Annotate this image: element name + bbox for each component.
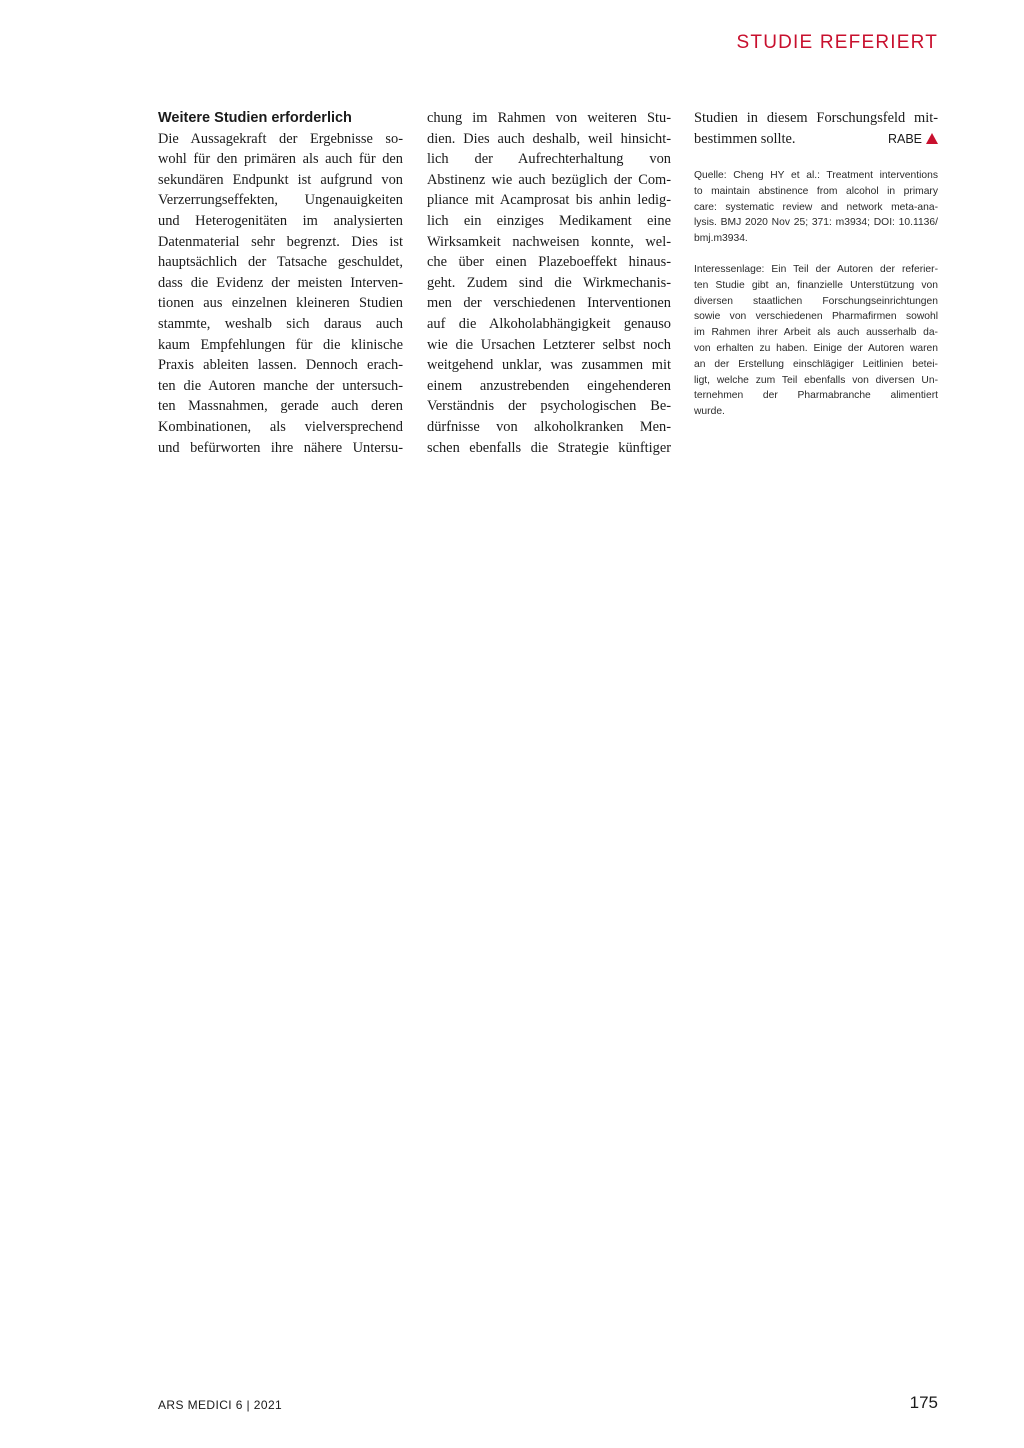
text-line: einem anzustrebenden eingehenderen xyxy=(427,377,671,394)
author-signature xyxy=(888,129,938,150)
text-line: Studien in diesem Forschungsfeld mit- xyxy=(694,110,938,126)
text-line: che über einen Plazeboeffekt hinaus- xyxy=(427,254,671,271)
closing-line xyxy=(694,129,938,150)
interest-line: an der Erstellung einschlägiger Leitlinien betei- xyxy=(694,358,938,370)
text-line: bestimmen sollte. xyxy=(694,130,796,147)
article-column-1 xyxy=(158,108,403,458)
text-line: und befürworten ihre nähere Untersu- xyxy=(158,439,403,456)
signature-text: RABE xyxy=(887,131,922,146)
interest-line: sowie von verschiedenen Pharmafirmen sowohl xyxy=(694,311,938,323)
interest-line: ternehmen der Pharmabranche alimentiert xyxy=(694,390,938,402)
text-line: geht. Zudem sind die Wirkmechanis- xyxy=(427,274,671,291)
text-line: tionen aus einzelnen kleineren Studien xyxy=(158,295,403,312)
text-line: ten die Autoren manche der untersuch- xyxy=(158,377,403,394)
journal-issue: ARS MEDICI 6 | 2021 xyxy=(158,1398,283,1412)
text-line: men der verschiedenen Interventionen xyxy=(427,295,671,312)
text-line: und Heterogenitäten im analysierten xyxy=(158,212,403,229)
text-line: dass die Evidenz der meisten Interven- xyxy=(158,274,403,291)
text-line: wie die Ursachen Letzterer selbst noch xyxy=(427,336,671,353)
text-line: Verständnis der psychologischen Be- xyxy=(427,398,671,415)
source-line: Quelle: Cheng HY et al.: Treatment interventions xyxy=(694,170,938,181)
text-line: Die Aussagekraft der Ergebnisse so- xyxy=(158,130,403,147)
text-line: stammte, weshalb sich daraus auch xyxy=(158,315,403,332)
text-line: dien. Dies auch deshalb, weil hinsicht- xyxy=(427,130,671,147)
text-line: kaum Empfehlungen für die klinische xyxy=(158,336,403,353)
article-column-3 xyxy=(694,108,938,149)
text-line: pliance mit Acamprosat bis anhin ledig- xyxy=(427,192,671,209)
text-line: wohl für den primären als auch für den xyxy=(158,151,403,168)
text-line: Wirksamkeit nachweisen konnte, wel- xyxy=(427,233,671,250)
source-note xyxy=(694,168,938,247)
interest-line: von erhalten zu haben. Einige der Autoren waren xyxy=(694,342,938,354)
text-line: chung im Rahmen von weiteren Stu- xyxy=(427,110,671,126)
interest-line: ten Studie gibt an, finanzielle Unterstützung von xyxy=(694,279,938,291)
interest-line: Interessenlage: Ein Teil der Autoren der referier- xyxy=(694,264,938,275)
text-line: sekundären Endpunkt ist aufgrund von xyxy=(158,171,403,188)
text-line: lich der Aufrechterhaltung von xyxy=(427,151,671,168)
subheading: Weitere Studien erforderlich xyxy=(158,110,352,126)
text-line: Abstinenz wie auch bezüglich der Com- xyxy=(427,171,671,188)
page-number: 175 xyxy=(909,1393,938,1412)
interest-line: wurde. xyxy=(694,406,725,418)
section-heading: STUDIE REFERIERT xyxy=(736,32,938,53)
text-line: dürfnisse von alkoholkranken Men- xyxy=(427,418,671,435)
text-line: hauptsächlich der Tatsache geschuldet, xyxy=(158,254,403,271)
source-line: care: systematic review and network meta-ana- xyxy=(694,201,938,213)
article-column-2 xyxy=(427,108,671,458)
source-line: lysis. BMJ 2020 Nov 25; 371: m3934; DOI: 10.1136/ xyxy=(694,217,938,229)
text-line: lich ein einziges Medikament eine xyxy=(427,212,671,229)
text-line: Datenmaterial sehr begrenzt. Dies ist xyxy=(158,233,403,250)
source-line: to maintain abstinence from alcohol in primary xyxy=(694,185,938,197)
interest-line: ligt, welche zum Teil ebenfalls von diversen Un- xyxy=(694,374,938,386)
interest-line: diversen staatlichen Forschungseinrichtungen xyxy=(694,295,938,307)
text-line: auf die Alkoholabhängigkeit genauso xyxy=(427,315,671,332)
text-line: ten Massnahmen, gerade auch deren xyxy=(158,398,403,415)
text-line: Praxis ableiten lassen. Dennoch erach- xyxy=(158,357,403,374)
text-line: schen ebenfalls die Strategie künftiger xyxy=(427,439,671,456)
interest-line: im Rahmen ihrer Arbeit als auch ausserhalb da- xyxy=(694,327,938,339)
text-line: Kombinationen, als vielversprechend xyxy=(158,418,403,435)
red-triangle-icon xyxy=(926,133,938,144)
text-line: Verzerrungseffekten, Ungenauigkeiten xyxy=(158,192,403,209)
text-line: weitgehend unklar, was zusammen mit xyxy=(427,357,671,374)
source-line: bmj.m3934. xyxy=(694,233,748,245)
conflict-of-interest-note xyxy=(694,262,938,420)
